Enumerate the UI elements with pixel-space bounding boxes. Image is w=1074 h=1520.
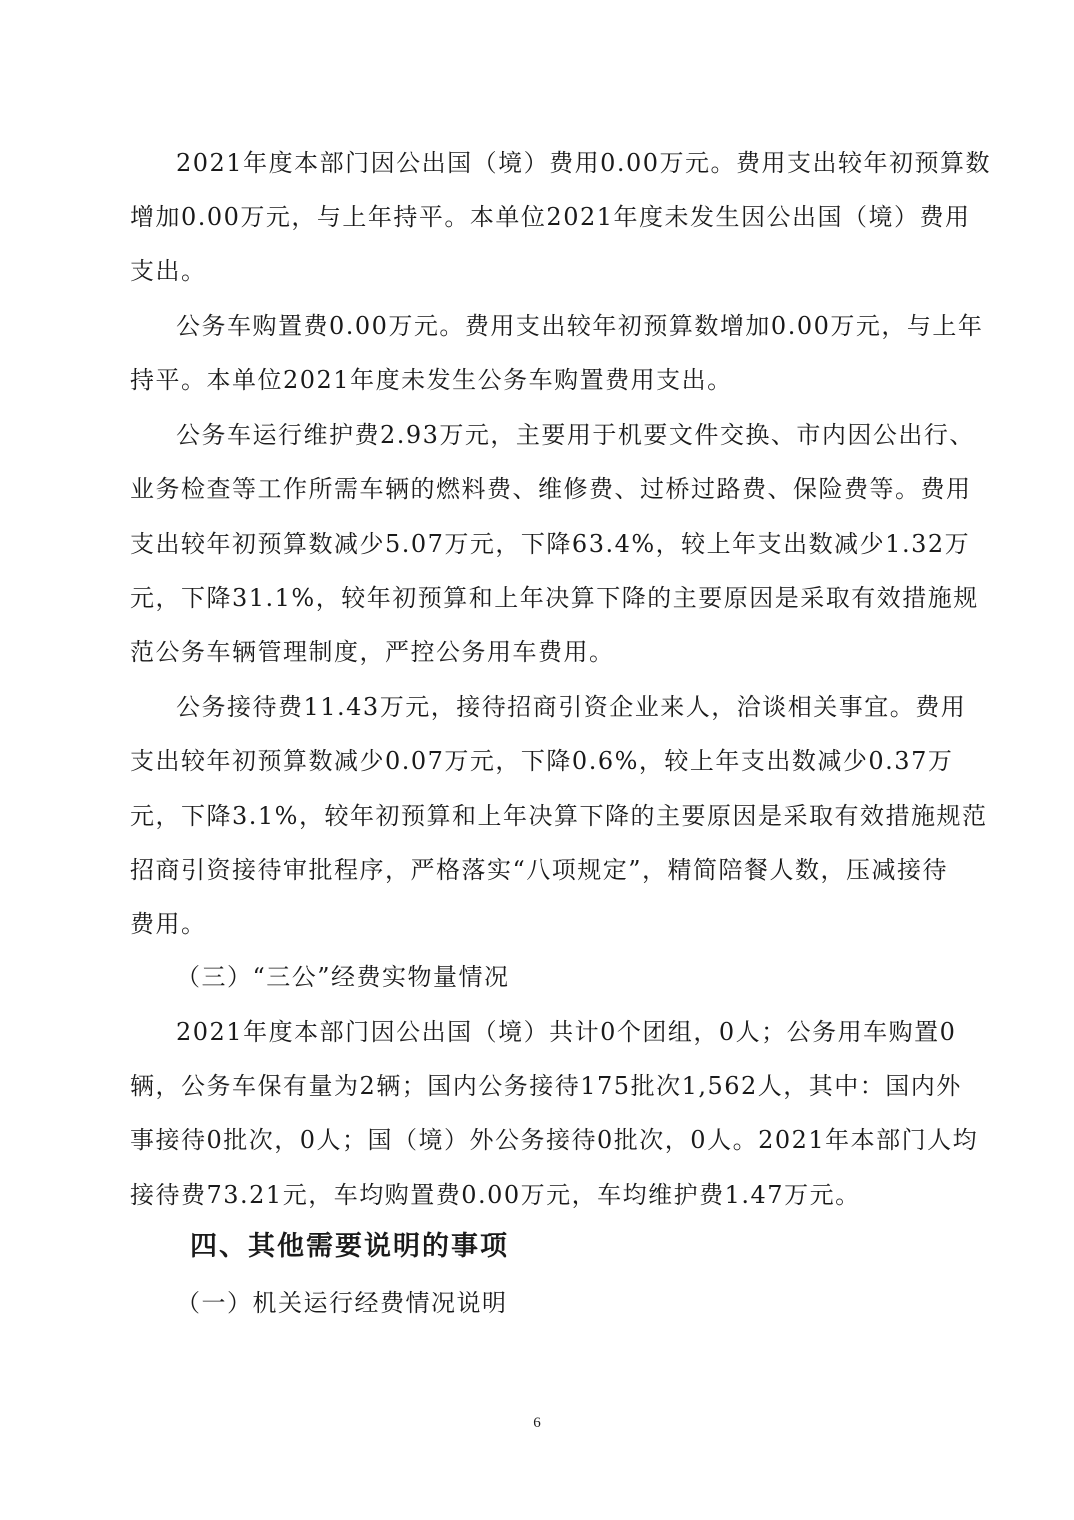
paragraph-line: 招商引资接待审批程序，严格落实“八项规定”，精简陪餐人数，压减接待	[130, 856, 949, 884]
paragraph-line: 业务检查等工作所需车辆的燃料费、维修费、过桥过路费、保险费等。费用	[130, 475, 972, 503]
paragraph-line: 费用。	[130, 910, 207, 938]
section-heading: 四、其他需要说明的事项	[190, 1231, 509, 1262]
paragraph-line: 2021年度本部门因公出国（境）共计0个团组，0人；公务用车购置0	[176, 1018, 957, 1046]
paragraph-line: 事接待0批次，0人；国（境）外公务接待0批次，0人。2021年本部门人均	[130, 1126, 979, 1154]
paragraph-line: 接待费73.21元，车均购置费0.00万元，车均维护费1.47万元。	[130, 1181, 861, 1209]
paragraph-line: 辆，公务车保有量为2辆；国内公务接待175批次1,562人，其中：国内外	[130, 1072, 962, 1100]
paragraph-line: 支出较年初预算数减少0.07万元，下降0.6%，较上年支出数减少0.37万	[130, 747, 954, 775]
paragraph-line: 公务接待费11.43万元，接待招商引资企业来人，洽谈相关事宜。费用	[176, 693, 967, 721]
paragraph-line: 元，下降31.1%，较年初预算和上年决算下降的主要原因是采取有效措施规	[130, 584, 979, 612]
subheading-three: （三）“三公”经费实物量情况	[176, 963, 510, 991]
paragraph-line: 公务车购置费0.00万元。费用支出较年初预算数增加0.00万元，与上年	[176, 312, 984, 340]
paragraph-line: 支出。	[130, 257, 207, 285]
paragraph-line: 范公务车辆管理制度，严控公务用车费用。	[130, 638, 615, 666]
subsection-heading: （一）机关运行经费情况说明	[176, 1289, 508, 1317]
paragraph-line: 增加0.00万元，与上年持平。本单位2021年度未发生因公出国（境）费用	[130, 203, 971, 231]
paragraph-line: 公务车运行维护费2.93万元，主要用于机要文件交换、市内因公出行、	[176, 421, 975, 449]
page-number: 6	[533, 1415, 541, 1431]
paragraph-line: 2021年度本部门因公出国（境）费用0.00万元。费用支出较年初预算数	[176, 149, 992, 177]
paragraph-line: 支出较年初预算数减少5.07万元，下降63.4%，较上年支出数减少1.32万	[130, 530, 971, 558]
paragraph-line: 持平。本单位2021年度未发生公务车购置费用支出。	[130, 366, 733, 394]
paragraph-line: 元，下降3.1%，较年初预算和上年决算下降的主要原因是采取有效措施规范	[130, 802, 988, 830]
